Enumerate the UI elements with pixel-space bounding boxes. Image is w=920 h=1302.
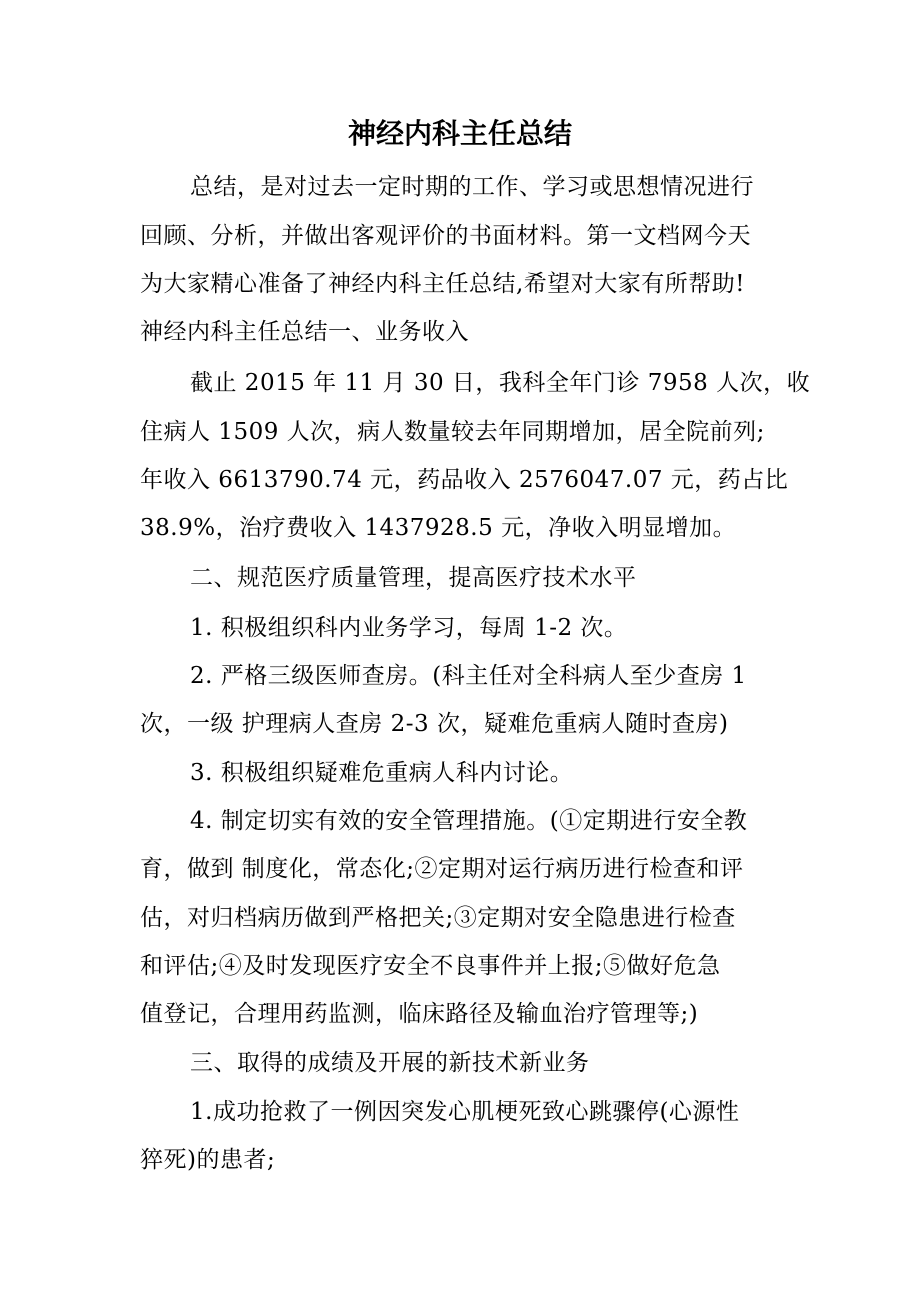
paragraph-line: 住病人 1509 人次，病人数量较去年同期增加，居全院前列; bbox=[140, 419, 765, 445]
document-title: 神经内科主任总结 bbox=[347, 117, 572, 150]
list-item-continuation: 次，一级 护理病人查房 2-3 次，疑难危重病人随时查房) bbox=[140, 711, 729, 737]
list-item-continuation: 估，对归档病历做到严格把关;③定期对安全隐患进行检查 bbox=[140, 905, 736, 931]
list-item-continuation: 猝死)的患者; bbox=[140, 1147, 276, 1173]
paragraph-line: 总结，是对过去一定时期的工作、学习或思想情况进行 bbox=[190, 174, 754, 200]
paragraph-line: 38.9%，治疗费收入 1437928.5 元，净收入明显增加。 bbox=[140, 515, 737, 541]
list-item: 4. 制定切实有效的安全管理措施。(①定期进行安全教 bbox=[190, 808, 748, 834]
list-item-continuation: 值登记，合理用药监测，临床路径及输血治疗管理等;) bbox=[140, 1001, 699, 1027]
section-heading: 三、取得的成绩及开展的新技术新业务 bbox=[190, 1050, 590, 1076]
paragraph-line: 截止 2015 年 11 月 30 日，我科全年门诊 7958 人次，收 bbox=[190, 370, 811, 396]
paragraph-line: 神经内科主任总结一、业务收入 bbox=[140, 319, 469, 345]
section-heading: 二、规范医疗质量管理，提高医疗技术水平 bbox=[190, 565, 637, 591]
paragraph-line: 年收入 6613790.74 元，药品收入 2576047.07 元，药占比 bbox=[140, 467, 789, 493]
list-item: 3. 积极组织疑难危重病人科内讨论。 bbox=[190, 760, 574, 786]
list-item-continuation: 育，做到 制度化，常态化;②定期对运行病历进行检查和评 bbox=[140, 856, 744, 882]
list-item: 1.成功抢救了一例因突发心肌梗死致心跳骤停(心源性 bbox=[190, 1099, 740, 1125]
list-item: 1. 积极组织科内业务学习，每周 1-2 次。 bbox=[190, 615, 628, 641]
paragraph-line: 为大家精心准备了神经内科主任总结,希望对大家有所帮助! bbox=[140, 271, 746, 297]
list-item: 2. 严格三级医师查房。(科主任对全科病人至少查房 1 bbox=[190, 663, 747, 689]
list-item-continuation: 和评估;④及时发现医疗安全不良事件并上报;⑤做好危急 bbox=[140, 953, 721, 979]
paragraph-line: 回顾、分析，并做出客观评价的书面材料。第一文档网今天 bbox=[140, 223, 751, 249]
